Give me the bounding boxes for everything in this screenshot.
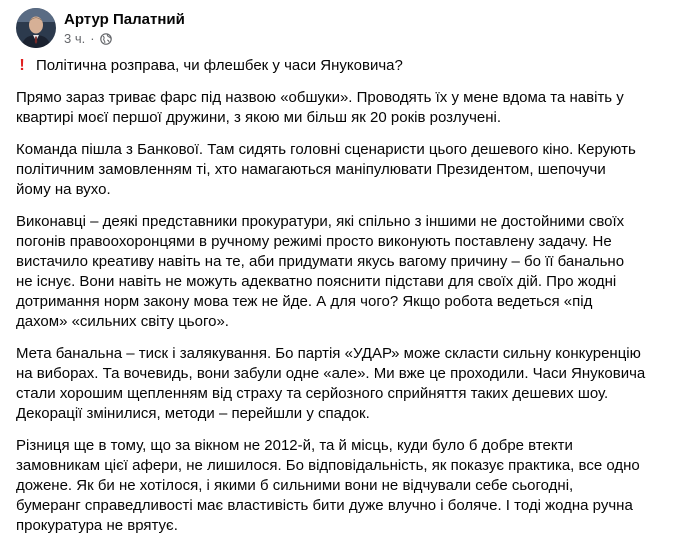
post-paragraph-4: Мета банальна – тиск і залякування. Бо партія «УДАР» може скласти сильну конкуренцію на виборах. Та вочевидь, вони забули одне «але». Ми вже це проходили. Часи Януковича стали хорошим щепленням від страху та серйозного сприйняття таких дешевих шоу. Декорації змінилися, методи – перейшли у спадок. [16, 345, 646, 422]
post-paragraph-3: Виконавці – деякі представники прокуратури, які спільно з іншими не достойними своїх погонів правоохоронцями в ручному режимі просто виконують поставлену задачу. Не вистачило креативу навіть на те, аби придумати якусь вагому причину – бо її банально не існує. Вони навіть не можуть адекватно пояснити підстави для своїх дій. Про жодні дотримання норм закону мова теж не йде. А для чого? Якщо робота ведеться «під дахом» «сильних світу цього». [16, 213, 625, 330]
post-subline [64, 30, 185, 47]
post-headline: Політична розправа, чи флешбек у часи Януковича? [36, 57, 403, 74]
meta-separator: · [90, 30, 95, 46]
post-meta [64, 10, 185, 47]
post-header [16, 8, 185, 48]
post-timestamp[interactable]: 3 ч. [64, 30, 86, 46]
post-paragraph-2: Команда пішла з Банкової. Там сидять головні сценаристи цього дешевого кіно. Керують політичним замовленням ті, хто намагаються маніпулювати Президентом, шепочучи йому на вухо. [16, 141, 636, 198]
post-headline-line [16, 56, 664, 76]
post-paragraph-1: Прямо зараз триває фарс під назвою «обшуки». Проводять їх у мене вдома та навіть у квартирі моєї першої дружини, з якою ми більш як 20 років розлучені. [16, 89, 624, 126]
exclamation-icon: ! [19, 57, 25, 74]
author-name[interactable]: Артур Палатний [64, 10, 185, 28]
post-paragraph-5: Різниця ще в тому, що за вікном не 2012-й, та й місць, куди було б добре втекти замовникам цієї афери, не лишилося. Бо відповідальність, як показує практика, все одно дожене. Як би не хотілося, і якими б сильними вони не відчували себе сьогодні, бумеранг справедливості має властивість бити дуже влучно і боляче. І тоді жодна ручна прокуратура не врятує. [16, 437, 640, 534]
author-avatar[interactable] [16, 8, 56, 48]
avatar-image-icon [16, 8, 56, 48]
globe-icon[interactable] [100, 32, 112, 44]
post-body [16, 56, 664, 548]
